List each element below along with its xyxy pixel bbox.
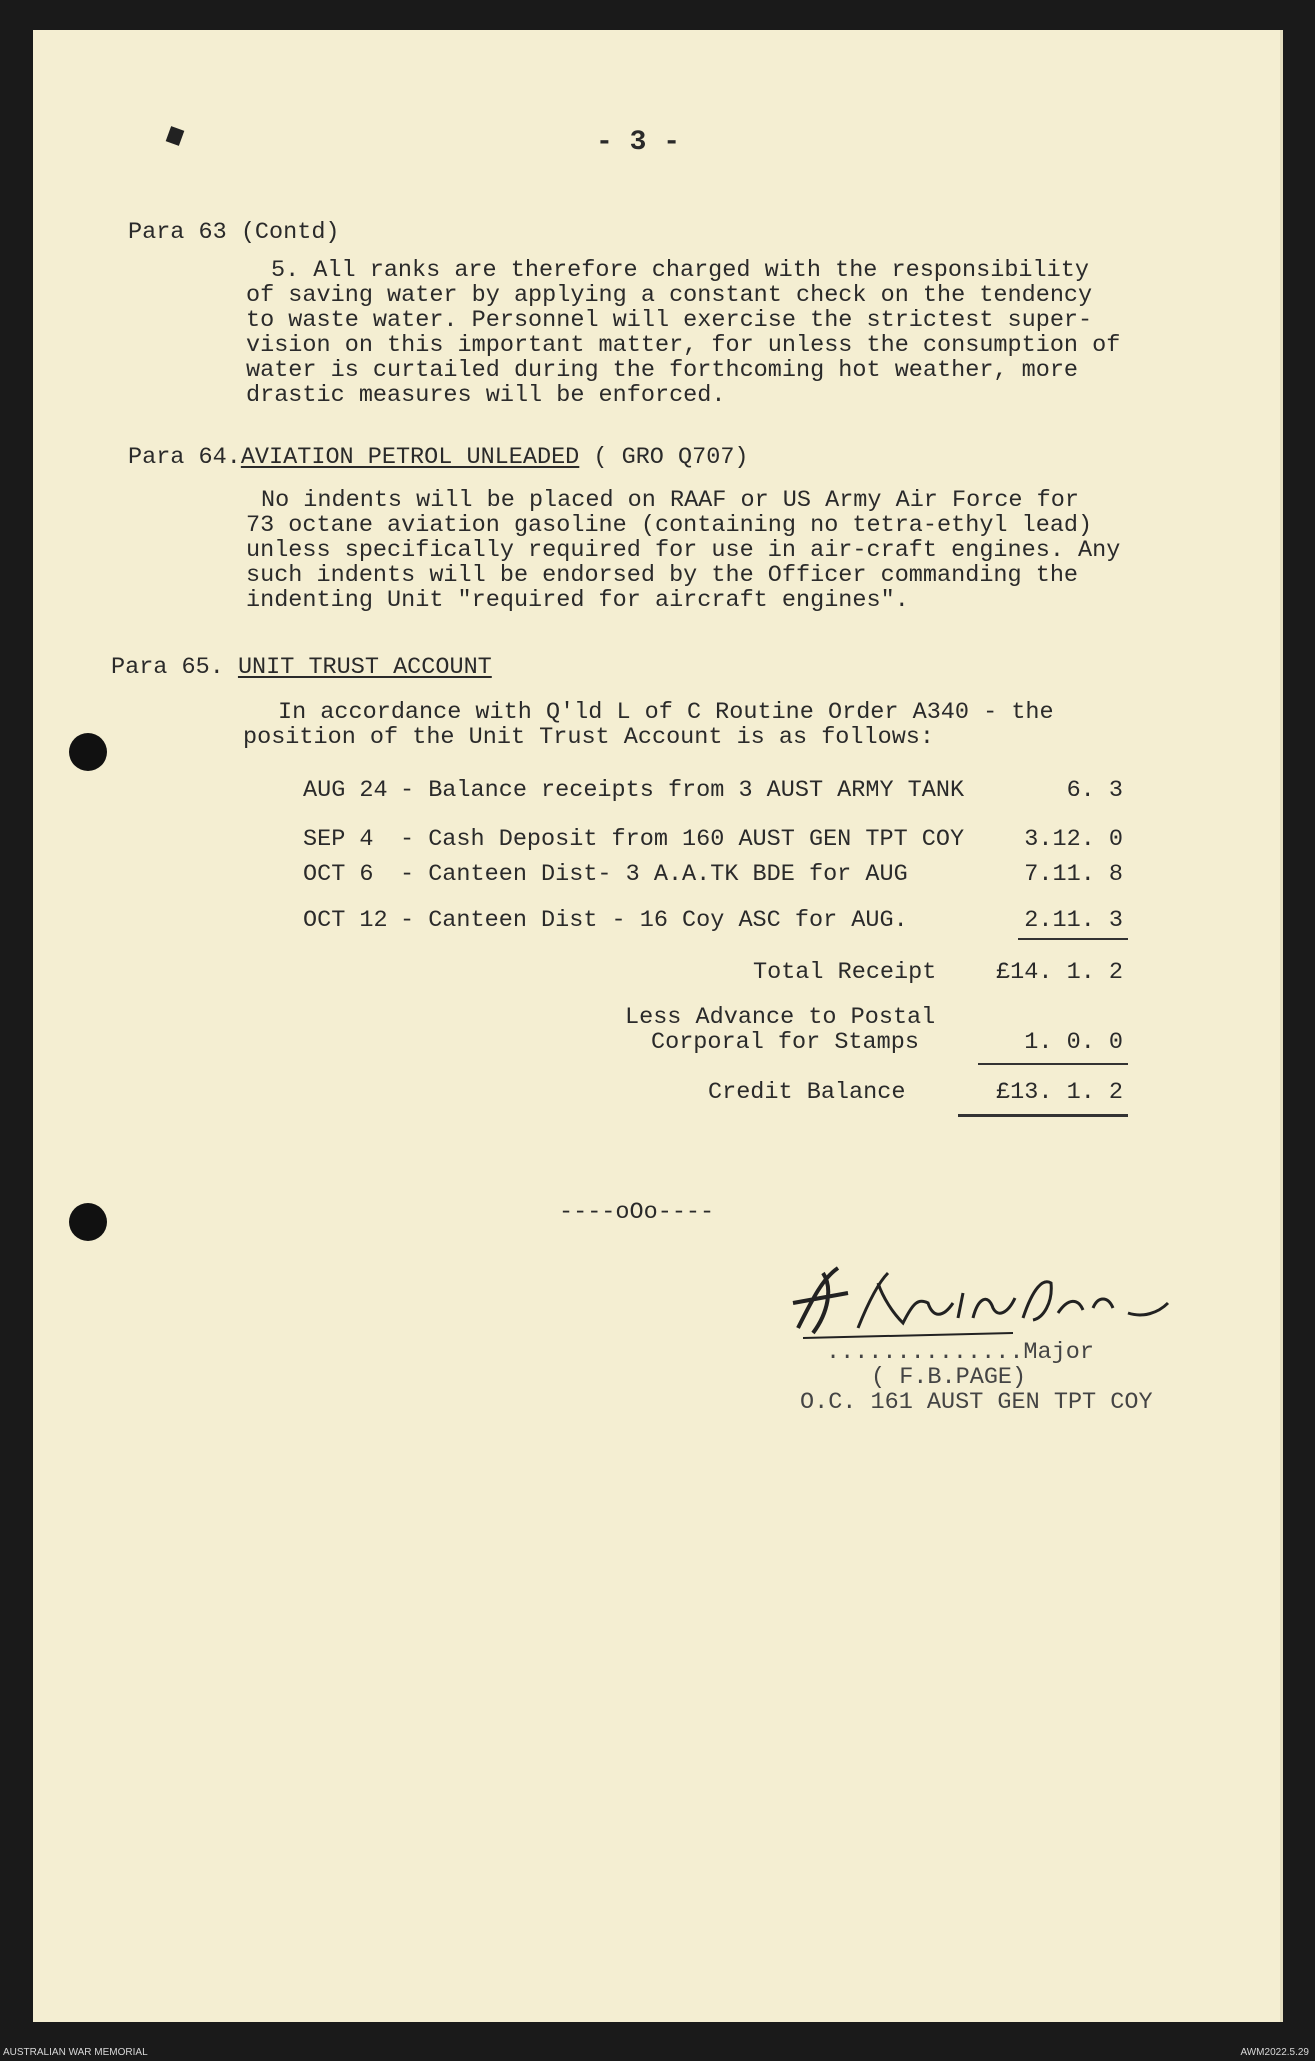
entry-desc: - Canteen Dist - 16 Coy ASC for AUG. — [400, 907, 908, 934]
para64-label: Para 64. — [128, 444, 241, 471]
punch-hole — [69, 733, 107, 771]
credit-amount: £13. 1. 2 — [996, 1079, 1123, 1106]
para64-line: such indents will be endorsed by the Officer commanding the — [246, 562, 1079, 589]
para64-line: 73 octane aviation gasoline (containing no tetra-ethyl lead) — [246, 512, 1093, 539]
handwritten-signature — [783, 1258, 1173, 1348]
entry-desc: - Canteen Dist- 3 A.A.TK BDE for AUG — [400, 861, 908, 888]
entry-date: SEP 4 — [303, 826, 374, 853]
signature-unit: O.C. 161 AUST GEN TPT COY — [800, 1389, 1153, 1416]
entry-desc: - Balance receipts from 3 AUST ARMY TANK — [400, 777, 965, 804]
credit-double-rule — [958, 1114, 1128, 1117]
less-label: Corporal for Stamps — [651, 1029, 919, 1056]
para63-line: water is curtailed during the forthcoming hot weather, more — [246, 357, 1079, 384]
para64-heading — [128, 445, 749, 470]
entry-amount: 3.12. 0 — [1024, 826, 1123, 853]
document-page — [33, 30, 1283, 2022]
para63-line: 5. All ranks are therefore charged with the responsibility — [271, 257, 1089, 284]
less-label: Less Advance to Postal — [625, 1004, 936, 1031]
footer-right: AWM2022.5.29 — [1240, 2047, 1309, 2058]
punch-hole — [69, 1203, 107, 1241]
credit-label: Credit Balance — [708, 1079, 906, 1106]
para63-line: to waste water. Personnel will exercise the strictest super- — [246, 307, 1093, 334]
para65-label: Para 65. — [111, 654, 224, 681]
para65-heading — [111, 655, 492, 680]
para64-line: unless specifically required for use in air-craft engines. Any — [246, 537, 1121, 564]
para64-line: indenting Unit "required for aircraft engines". — [246, 587, 909, 614]
signature-rank: ..............Major — [826, 1339, 1094, 1366]
para64-line: No indents will be placed on RAAF or US Army Air Force for — [261, 487, 1079, 514]
entry-amount: 7.11. 8 — [1024, 861, 1123, 888]
subtotal-rule — [1018, 938, 1128, 940]
footer-left: AUSTRALIAN WAR MEMORIAL — [3, 2047, 148, 2058]
entry-desc: - Cash Deposit from 160 AUST GEN TPT COY — [400, 826, 965, 853]
entry-date: OCT 12 — [303, 907, 388, 934]
entry-amount: 6. 3 — [1066, 777, 1123, 804]
para63-heading: Para 63 (Contd) — [128, 219, 340, 246]
less-rule — [978, 1063, 1128, 1065]
para65-line: position of the Unit Trust Account is as follows: — [243, 724, 935, 751]
page-number: - 3 - — [596, 127, 681, 158]
para64-ref: ( GRO Q707) — [579, 444, 749, 471]
end-mark: ----oOo---- — [559, 1199, 715, 1226]
para63-line: drastic measures will be enforced. — [246, 382, 726, 409]
less-amount: 1. 0. 0 — [1024, 1029, 1123, 1056]
entry-date: OCT 6 — [303, 861, 374, 888]
para64-title: AVIATION PETROL UNLEADED — [240, 444, 580, 471]
para63-line: of saving water by applying a constant check on the tendency — [246, 282, 1093, 309]
signature-name: ( F.B.PAGE) — [871, 1364, 1027, 1391]
para65-line: In accordance with Q'ld L of C Routine Order A340 - the — [278, 699, 1054, 726]
para63-line: vision on this important matter, for unless the consumption of — [246, 332, 1121, 359]
total-amount: £14. 1. 2 — [996, 959, 1123, 986]
entry-date: AUG 24 — [303, 777, 388, 804]
para65-title: UNIT TRUST ACCOUNT — [237, 654, 492, 681]
entry-amount: 2.11. 3 — [1024, 907, 1123, 934]
total-label: Total Receipt — [753, 959, 937, 986]
